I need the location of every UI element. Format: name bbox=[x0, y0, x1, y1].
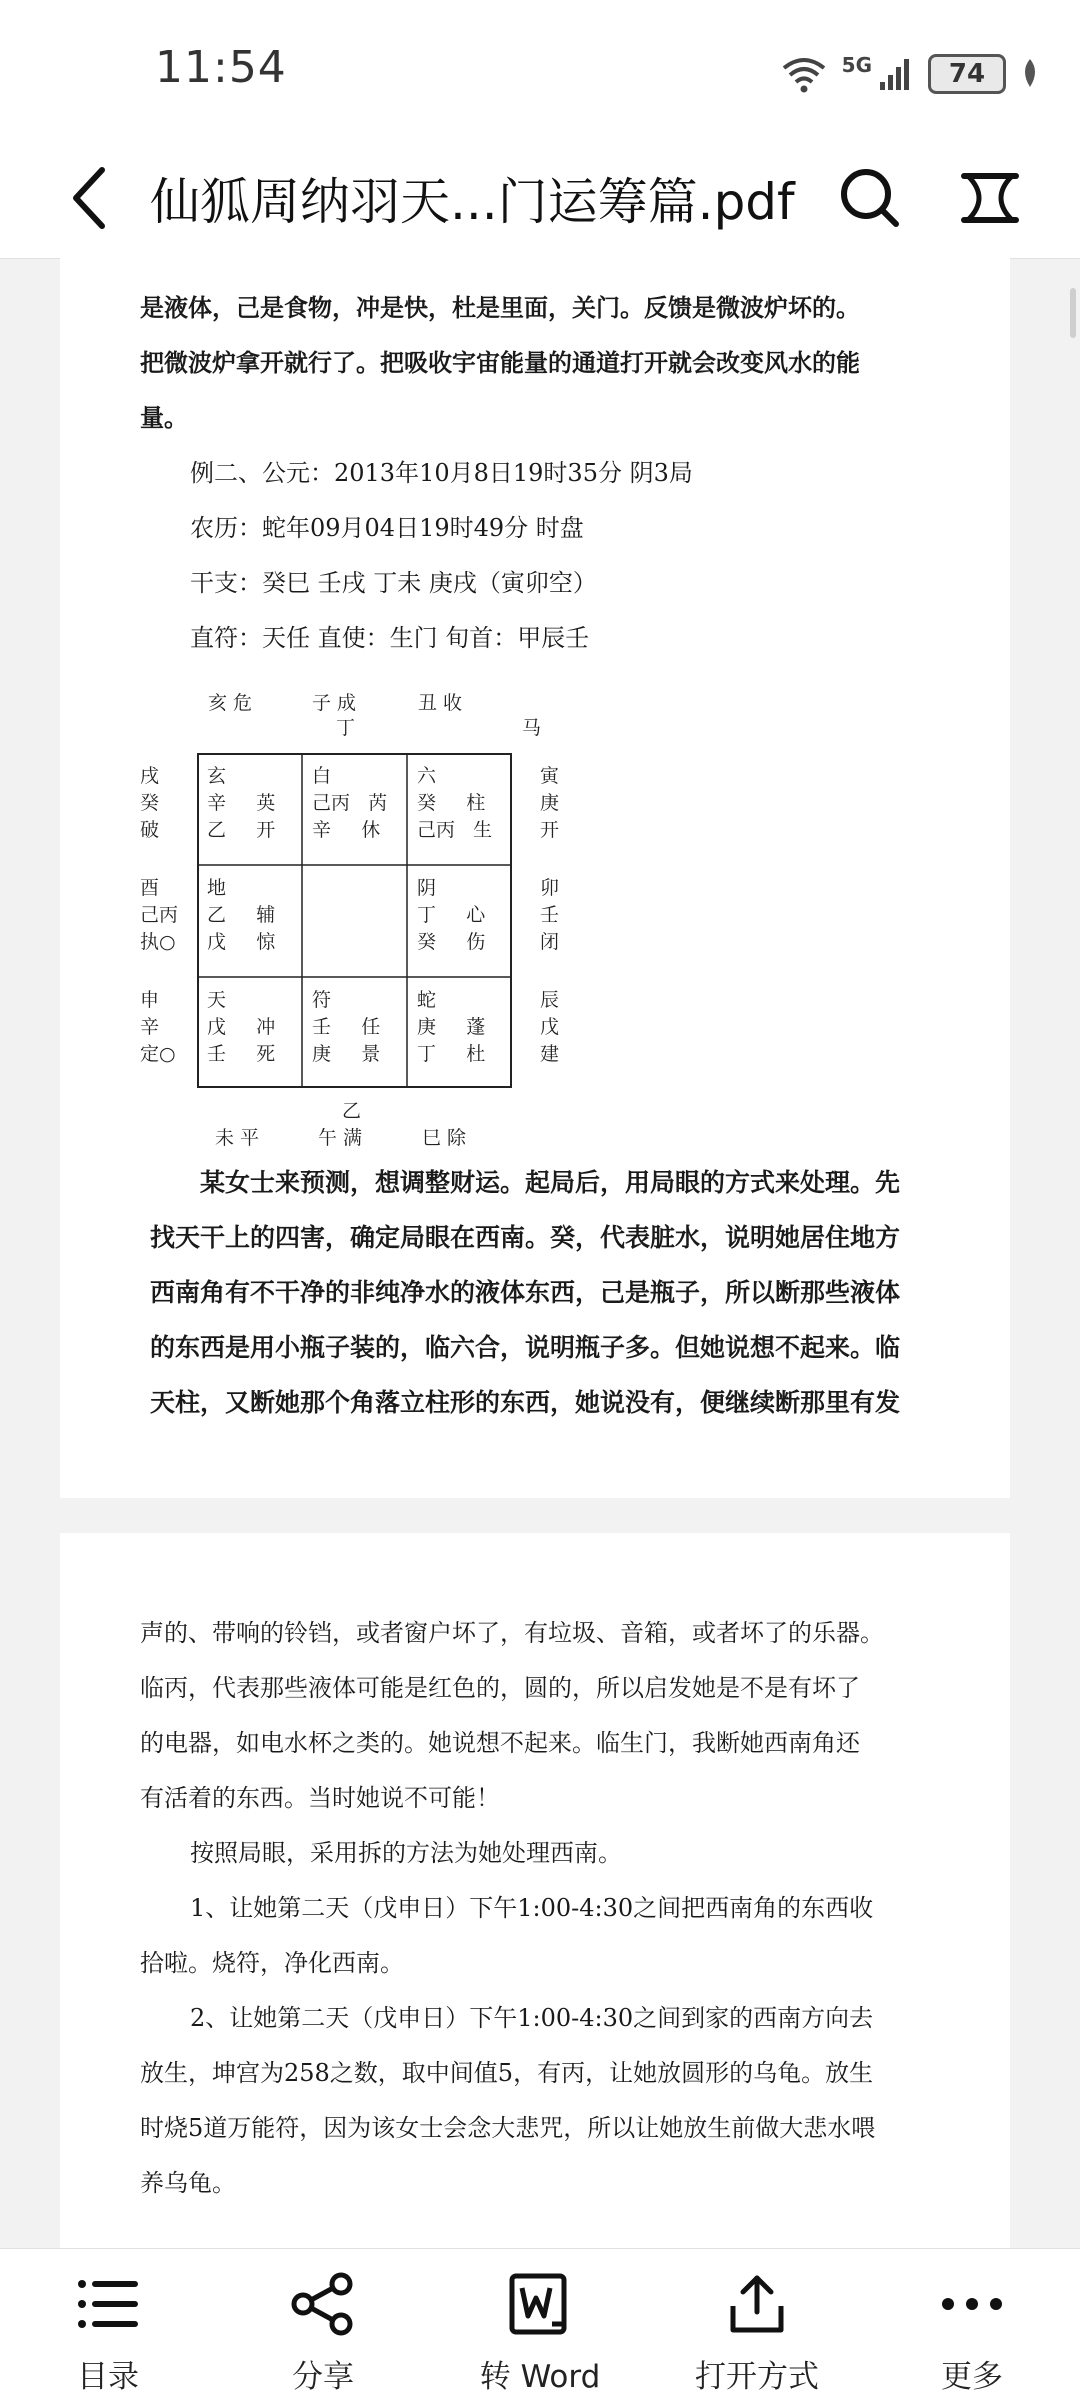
text-line: 找天干上的四害，确定局眼在西南。癸，代表脏水，说明她居住地方 bbox=[150, 1223, 901, 1252]
text-line: 养乌龟。 bbox=[140, 2169, 236, 2197]
wifi-icon bbox=[780, 54, 828, 94]
qimen-board bbox=[197, 753, 512, 1088]
text-line: 西南角有不干净的非纯净水的液体东西，己是瓶子，所以断那些液体 bbox=[150, 1278, 901, 1307]
open-with-label: 打开方式 bbox=[695, 2359, 819, 2395]
text-line: 声的、带响的铃铛，或者窗户坏了，有垃圾、音箱，或者坏了的乐器。 bbox=[140, 1619, 884, 1647]
board-bottom-label: 巳 除 bbox=[422, 1127, 467, 1149]
text-line: 临丙，代表那些液体可能是红色的，圆的，所以启发她是不是有坏了 bbox=[140, 1674, 860, 1702]
signal-icon bbox=[878, 56, 914, 92]
text-line: 某女士来预测，想调整财运。起局后，用局眼的方式来处理。先 bbox=[200, 1168, 901, 1197]
board-top-ma: 马 bbox=[522, 717, 542, 739]
text-line: 拾啦。烧符，净化西南。 bbox=[140, 1949, 404, 1977]
board-cell: 地 乙 辅 戊 惊 bbox=[207, 877, 276, 953]
board-bottom-label: 未 平 bbox=[215, 1127, 260, 1149]
upload-icon bbox=[725, 2272, 789, 2336]
scrollbar-thumb[interactable] bbox=[1070, 288, 1076, 338]
board-cell: 阴 丁 心 癸 伤 bbox=[417, 877, 486, 953]
board-right-label: 寅 庚 开 bbox=[540, 765, 560, 841]
battery-indicator: 74 bbox=[928, 54, 1006, 94]
bottom-toolbar bbox=[0, 2248, 1080, 2401]
search-button[interactable] bbox=[830, 158, 910, 238]
back-arrow-icon bbox=[70, 166, 110, 230]
reading-mode-button[interactable] bbox=[950, 158, 1030, 238]
board-left-label: 酉 己丙 执○ bbox=[140, 877, 179, 953]
text-line: 天柱，又断她那个角落立柱形的东西，她说没有，便继续断那里有发 bbox=[150, 1388, 901, 1417]
text-line: 时烧5道万能符，因为该女士会念大悲咒，所以让她放生前做大悲水喂 bbox=[140, 2114, 876, 2142]
clock: 11:54 bbox=[155, 42, 287, 93]
more-label: 更多 bbox=[941, 2359, 1003, 2395]
board-cell: 天 戊 冲 壬 死 bbox=[207, 989, 276, 1065]
text-line: 把微波炉拿开就行了。把吸收宇宙能量的通道打开就会改变风水的能 bbox=[140, 348, 860, 377]
network-type: 5G bbox=[841, 53, 872, 77]
board-cell: 蛇 庚 蓬 丁 杜 bbox=[417, 989, 486, 1065]
leaf-icon bbox=[1020, 57, 1040, 91]
text-line: 干支：癸巳 壬戌 丁未 庚戌（寅卯空） bbox=[190, 569, 597, 597]
text-line: 的东西是用小瓶子装的，临六合，说明瓶子多。但她说想不起来。临 bbox=[150, 1333, 901, 1362]
status-bar bbox=[0, 0, 1080, 140]
board-top-label: 子 成 bbox=[312, 692, 357, 714]
more-icon bbox=[940, 2294, 1004, 2314]
board-cell: 白 己丙 芮 辛 休 bbox=[312, 765, 388, 841]
board-left-label: 申 辛 定○ bbox=[140, 989, 176, 1065]
text-line: 例二、公元：2013年10月8日19时35分 阴3局 bbox=[190, 459, 693, 487]
text-line: 直符：天任 直使：生门 旬首：甲辰壬 bbox=[190, 624, 590, 652]
share-button[interactable] bbox=[248, 2259, 398, 2399]
board-top-label: 亥 危 bbox=[208, 692, 253, 714]
text-line: 是液体，己是食物，冲是快，杜是里面，关门。反馈是微波炉坏的。 bbox=[140, 293, 860, 322]
text-line: 的电器，如电水杯之类的。她说想不起来。临生门，我断她西南角还 bbox=[140, 1729, 860, 1757]
back-button[interactable] bbox=[55, 158, 125, 238]
board-bottom-yi: 乙 bbox=[342, 1100, 362, 1122]
convert-word-button[interactable] bbox=[465, 2259, 615, 2399]
share-label: 分享 bbox=[292, 2359, 354, 2395]
text-line: 2、让她第二天（戊申日）下午1:00-4:30之间到家的西南方向去 bbox=[190, 2004, 874, 2032]
text-line: 按照局眼，采用拆的方法为她处理西南。 bbox=[190, 1839, 622, 1867]
board-cell: 玄 辛 英 乙 开 bbox=[207, 765, 276, 841]
title-bar bbox=[0, 140, 1080, 259]
pdf-page-2 bbox=[60, 1533, 1010, 2248]
board-top-label: 丑 收 bbox=[418, 692, 463, 714]
reading-mode-icon bbox=[960, 170, 1020, 226]
board-cell: 符 壬 任 庚 景 bbox=[312, 989, 381, 1065]
text-line: 有活着的东西。当时她说不可能！ bbox=[140, 1784, 500, 1812]
more-button[interactable] bbox=[897, 2259, 1047, 2399]
open-with-button[interactable] bbox=[682, 2259, 832, 2399]
pdf-viewer[interactable] bbox=[0, 258, 1080, 2248]
toc-label: 目录 bbox=[77, 2359, 139, 2395]
share-icon bbox=[291, 2272, 355, 2336]
status-icons bbox=[780, 48, 1040, 100]
text-line: 农历：蛇年09月04日19时49分 时盘 bbox=[190, 514, 584, 542]
text-line: 1、让她第二天（戊申日）下午1:00-4:30之间把西南角的东西收 bbox=[190, 1894, 874, 1922]
document-title: 仙狐周纳羽天...门运筹篇.pdf bbox=[150, 173, 795, 231]
convert-word-label: 转 Word bbox=[479, 2359, 601, 2395]
pdf-page-1 bbox=[60, 258, 1010, 1498]
text-line: 量。 bbox=[140, 403, 188, 432]
board-left-label: 戌 癸 破 bbox=[140, 765, 160, 841]
board-top-ding: 丁 bbox=[336, 717, 356, 739]
board-bottom-label: 午 满 bbox=[318, 1127, 363, 1149]
board-cell: 六 癸 柱 己丙 生 bbox=[417, 765, 493, 841]
board-right-label: 卯 壬 闭 bbox=[540, 877, 560, 953]
toc-button[interactable] bbox=[33, 2259, 183, 2399]
word-icon bbox=[508, 2272, 572, 2336]
list-icon bbox=[76, 2276, 140, 2332]
text-line: 放生，坤宫为258之数，取中间值5，有丙，让她放圆形的乌龟。放生 bbox=[140, 2059, 874, 2087]
search-icon bbox=[838, 166, 902, 230]
board-right-label: 辰 戊 建 bbox=[540, 989, 560, 1065]
